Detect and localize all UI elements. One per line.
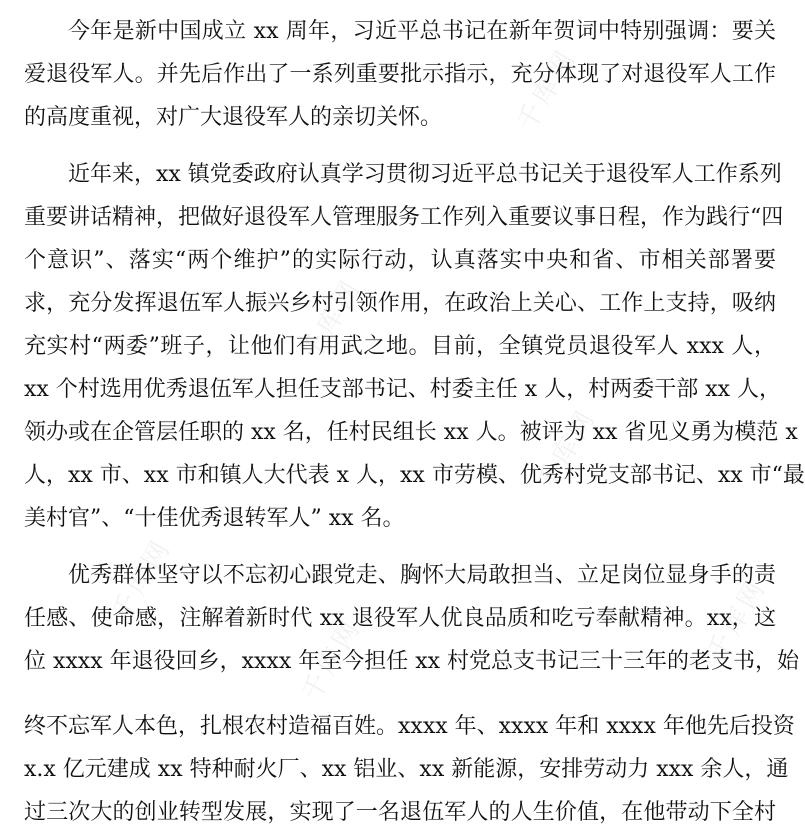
text-line: 求，充分发挥退伍军人振兴乡村引领作用，在政治上关心、工作上支持，吸纳: [24, 291, 776, 316]
watermark: 千库网: [106, 533, 178, 627]
text-line: 过三次大的创业转型发展，实现了一名退伍军人的人生价值，在他带动下全村: [24, 800, 776, 825]
text-line: 充实村“两委”班子，让他们有用武之地。目前，全镇党员退役军人 xxx 人，: [24, 334, 776, 359]
text-line: 爱退役军人。并先后作出了一系列重要批示指示，充分体现了对退役军人工作: [24, 62, 776, 87]
text-line: 人，xx 市、xx 市和镇人大代表 x 人，xx 市劳模、优秀村党支部书记、xx 市“最: [24, 463, 805, 488]
text-line: 重要讲话精神，把做好退役军人管理服务工作列入重要议事日程，作为践行“四: [24, 205, 784, 230]
text-line: 今年是新中国成立 xx 周年，习近平总书记在新年贺词中特别强调：要关: [68, 19, 776, 44]
text-line: 个意识”、落实“两个维护”的实际行动，认真落实中央和省、市相关部署要: [24, 248, 776, 273]
text-line: 终不忘军人本色，扎根农村造福百姓。xxxx 年、xxxx 年和 xxxx 年他先后投资: [24, 714, 795, 739]
text-line: 的高度重视，对广大退役军人的亲切关怀。: [24, 105, 443, 130]
watermark: 千库网: [296, 273, 368, 367]
text-line: 美村官”、“十佳优秀退转军人” xx 名。: [24, 506, 405, 531]
text-line: 位 xxxx 年退役回乡，xxxx 年至今担任 xx 村党总支书记三十三年的老支书，始: [24, 649, 800, 674]
text-line: 领办或在企管层任职的 xx 名，任村民组长 xx 人。被评为 xx 省见义勇为模范 x: [24, 420, 798, 445]
text-line: 任感、使命感，注解着新时代 xx 退役军人优良品质和吃亏奉献精神。xx，这: [24, 606, 776, 631]
text-line: xx 个村选用优秀退伍军人担任支部书记、村委主任 x 人，村两委干部 xx 人，: [24, 377, 782, 402]
watermark: 千库网: [296, 613, 368, 707]
watermark: 千库网: [701, 573, 773, 667]
watermark: 千库网: [531, 403, 603, 497]
text-line: 优秀群体坚守以不忘初心跟党走、胸怀大局敢担当、立足岗位显身手的责: [68, 563, 776, 588]
text-line: x.x 亿元建成 xx 特种耐火厂、xx 铝业、xx 新能源，安排劳动力 xxx 余人，通: [24, 757, 789, 782]
watermark: 千库网: [511, 43, 583, 137]
text-line: 近年来，xx 镇党委政府认真学习贯彻习近平总书记关于退役军人工作系列: [68, 162, 782, 187]
